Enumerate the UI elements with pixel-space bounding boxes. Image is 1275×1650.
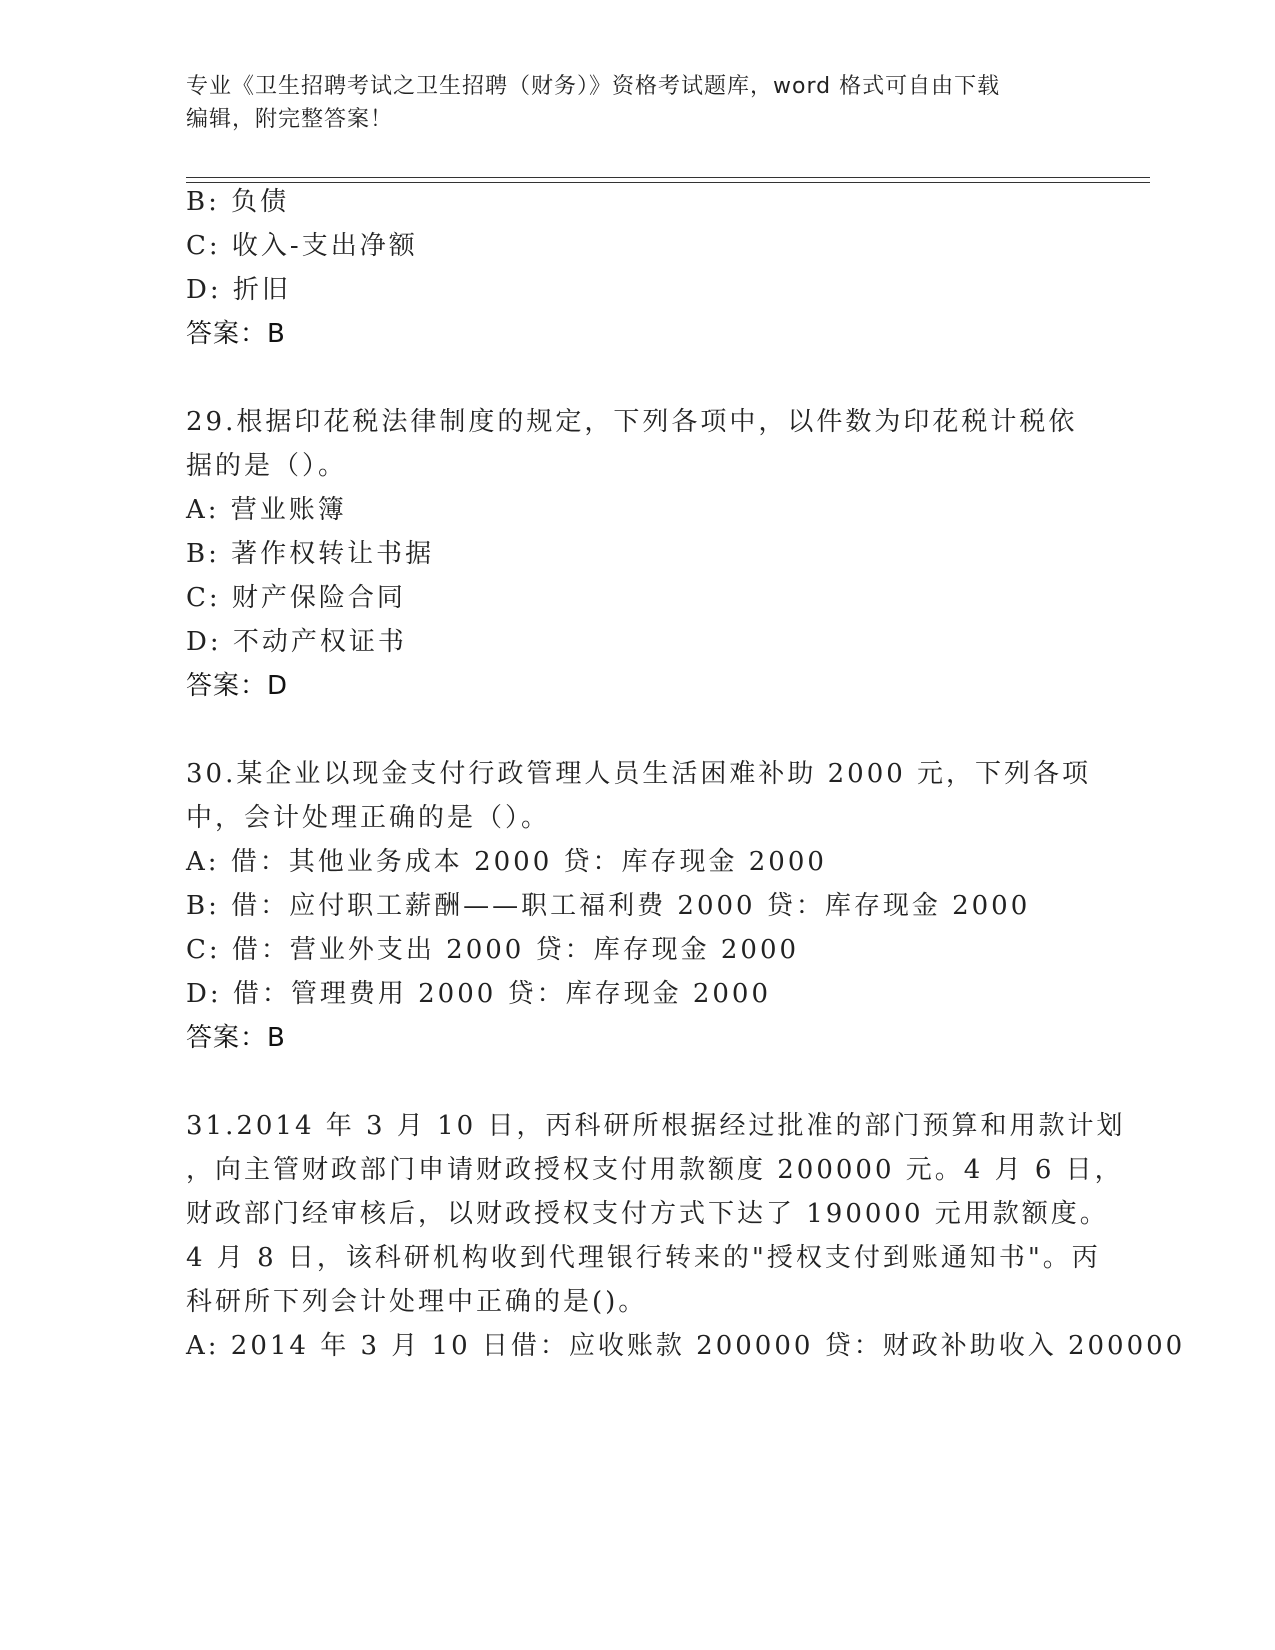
q29-option-d: D: 不动产权证书 [186, 627, 407, 657]
q30-option-a: A: 借：其他业务成本 2000 贷：库存现金 2000 [186, 847, 827, 877]
q31-stem-line-5: 科研所下列会计处理中正确的是()。 [186, 1287, 648, 1317]
q29-answer: 答案：D [186, 671, 289, 701]
q28-answer: 答案：B [186, 319, 286, 349]
q30-stem-line-2: 中，会计处理正确的是（）。 [186, 803, 551, 833]
header-line-1: 专业《卫生招聘考试之卫生招聘（财务）》资格考试题库，word 格式可自由下载 [186, 74, 1001, 99]
q28-option-c: C: 收入-支出净额 [186, 231, 418, 261]
q31-stem-line-2: ，向主管财政部门申请财政授权支付用款额度 200000 元。4 月 6 日， [186, 1155, 1124, 1185]
q31-stem-line-3: 财政部门经审核后，以财政授权支付方式下达了 190000 元用款额度。 [186, 1199, 1109, 1229]
q29-stem-line-1: 29.根据印花税法律制度的规定，下列各项中，以件数为印花税计税依 [186, 407, 1078, 437]
header-line-2: 编辑，附完整答案！ [186, 107, 394, 132]
q28-option-b: B: 负债 [186, 187, 290, 217]
q29-option-c: C: 财产保险合同 [186, 583, 406, 613]
q29-stem-line-2: 据的是（）。 [186, 451, 348, 481]
q29-option-b: B: 著作权转让书据 [186, 539, 435, 569]
q29-option-a: A: 营业账簿 [186, 495, 347, 525]
q30-option-c: C: 借：营业外支出 2000 贷：库存现金 2000 [186, 935, 800, 965]
document-header [186, 70, 1086, 136]
q28-option-d: D: 折旧 [186, 275, 291, 305]
q31-stem-line-4: 4 月 8 日，该科研机构收到代理银行转来的"授权支付到账通知书"。丙 [186, 1243, 1101, 1273]
q30-answer: 答案：B [186, 1023, 286, 1053]
q30-option-d: D: 借：管理费用 2000 贷：库存现金 2000 [186, 979, 772, 1009]
q30-option-b: B: 借：应付职工薪酬——职工福利费 2000 贷：库存现金 2000 [186, 891, 1031, 921]
header-divider-top [186, 177, 1150, 178]
q31-option-a: A: 2014 年 3 月 10 日借：应收账款 200000 贷：财政补助收入 200000 [186, 1331, 1186, 1361]
header-divider-bottom [186, 182, 1150, 183]
q30-stem-line-1: 30.某企业以现金支付行政管理人员生活困难补助 2000 元，下列各项 [186, 759, 1092, 789]
q31-stem-line-1: 31.2014 年 3 月 10 日，丙科研所根据经过批准的部门预算和用款计划 [186, 1111, 1126, 1141]
